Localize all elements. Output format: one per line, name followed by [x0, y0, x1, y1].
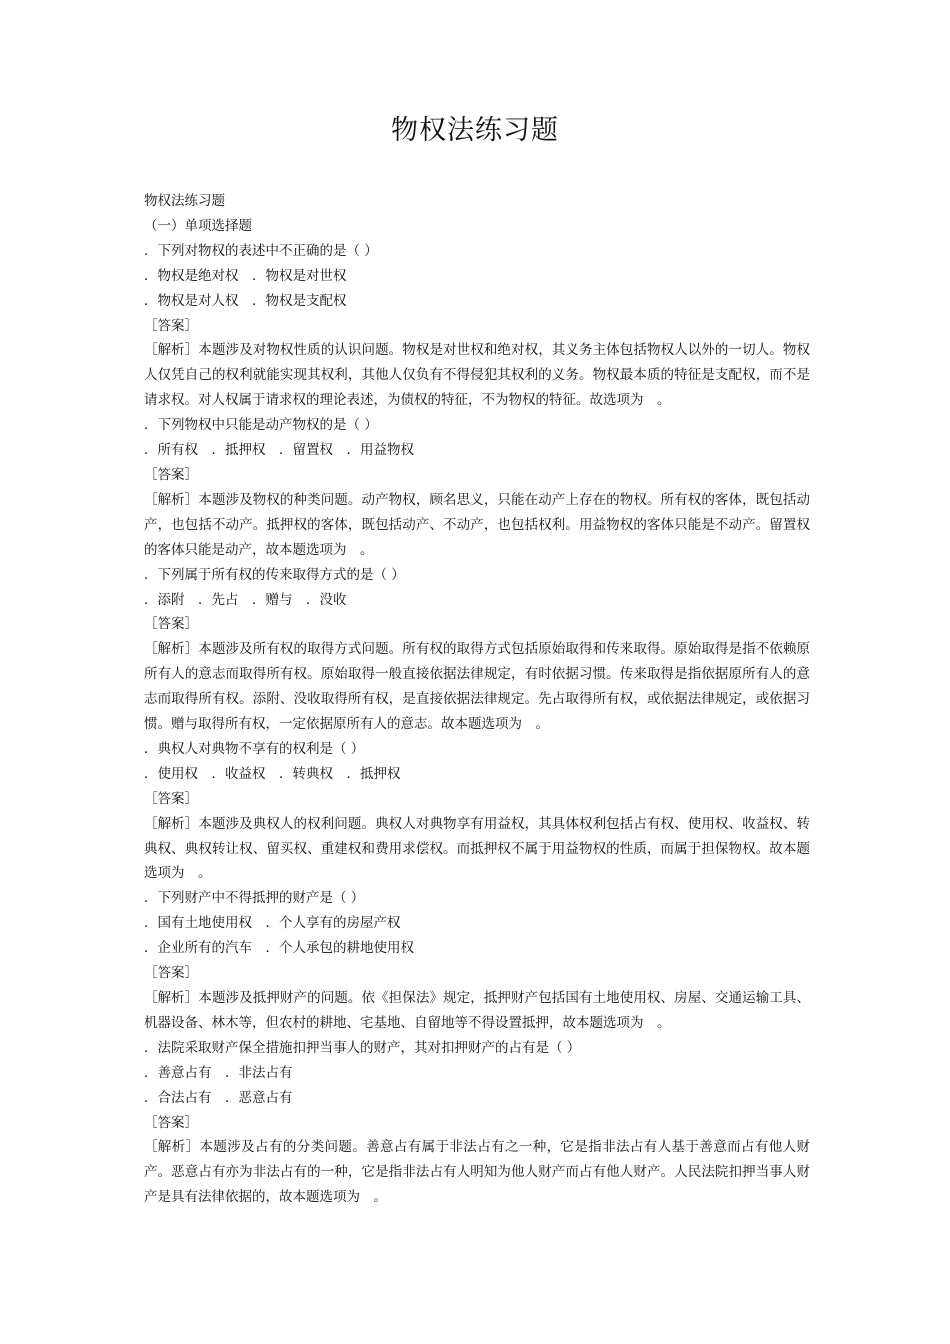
question-stem: ．下列对物权的表述中不正确的是（ ）	[144, 242, 378, 259]
answer-options: ．国有土地使用权 ．个人享有的房屋产权	[144, 915, 401, 932]
section-heading: （一）单项选择题	[144, 217, 252, 234]
explanation-paragraph: ［解析］本题涉及物权的种类问题。动产物权，顾名思义，只能在动产上存在的物权。所有权的客体，既包括动产，也包括不动产。抵押权的客体，既包括动产、不动产，也包括权利。用益物权的客体只能是不动产。留置权的客体只能是动产，故本题选项为 。	[144, 491, 810, 558]
answer-options: ．善意占有 ．非法占有	[144, 1064, 293, 1081]
explanation-paragraph: ［解析］本题涉及占有的分类问题。善意占有属于非法占有之一种，它是指非法占有人基于善意而占有他人财产。恶意占有亦为非法占有的一种，它是指非法占有人明知为他人财产而占有他人财产。人民法院扣押当事人财产是具有法律依据的，故本题选项为 。	[144, 1139, 810, 1206]
answer-options: ．物权是绝对权 ．物权是对世权	[144, 267, 347, 284]
answer-label: ［答案］	[144, 1114, 198, 1131]
answer-label: ［答案］	[144, 466, 198, 483]
question-stem: ．典权人对典物不享有的权利是（ ）	[144, 740, 365, 757]
answer-options: ．合法占有 ．恶意占有	[144, 1089, 293, 1106]
answer-label: ［答案］	[144, 616, 198, 633]
explanation-paragraph: ［解析］本题涉及抵押财产的问题。依《担保法》规定，抵押财产包括国有土地使用权、房屋、交通运输工具、机器设备、林木等，但农村的耕地、宅基地、自留地等不得设置抵押，故本题选项为 。	[144, 990, 810, 1031]
answer-label: ［答案］	[144, 790, 198, 807]
question-stem: ．下列属于所有权的传来取得方式的是（ ）	[144, 566, 405, 583]
question-stem: ．下列物权中只能是动产物权的是（ ）	[144, 417, 378, 434]
question-stem: ．法院采取财产保全措施扣押当事人的财产，其对扣押财产的占有是（ ）	[144, 1039, 581, 1056]
answer-options: ．使用权 ．收益权 ．转典权 ．抵押权	[144, 765, 401, 782]
section-heading: 物权法练习题	[144, 193, 225, 209]
answer-options: ．企业所有的汽车 ．个人承包的耕地使用权	[144, 940, 414, 957]
explanation-paragraph: ［解析］本题涉及对物权性质的认识问题。物权是对世权和绝对权，其义务主体包括物权人以外的一切人。物权人仅凭自己的权利就能实现其权利，其他人仅负有不得侵犯其权利的义务。物权最本质的特征是支配权，而不是请求权。对人权属于请求权的理论表述，为债权的特征，不为物权的特征。故选项为 。	[144, 342, 810, 409]
answer-label: ［答案］	[144, 317, 198, 334]
answer-options: ．物权是对人权 ．物权是支配权	[144, 292, 347, 309]
document-body	[144, 189, 810, 1210]
answer-options: ．所有权 ．抵押权 ．留置权 ．用益物权	[144, 442, 414, 459]
answer-label: ［答案］	[144, 965, 198, 982]
explanation-paragraph: ［解析］本题涉及典权人的权利问题。典权人对典物享有用益权，其具体权利包括占有权、使用权、收益权、转典权、典权转让权、留买权、重建权和费用求偿权。而抵押权不属于用益物权的性质，而属于担保物权。故本题选项为 。	[144, 815, 810, 882]
document-title: 物权法练习题	[391, 115, 559, 146]
answer-options: ．添附 ．先占 ．赠与 ．没收	[144, 591, 347, 608]
explanation-paragraph: ［解析］本题涉及所有权的取得方式问题。所有权的取得方式包括原始取得和传来取得。原始取得是指不依赖原所有人的意志而取得所有权。原始取得一般直接依据法律规定，有时依据习惯。传来取得是指依据原所有人的意志而取得所有权。添附、没收取得所有权，是直接依据法律规定。先占取得所有权，或依据法律规定，或依据习惯。赠与取得所有权，一定依据原所有人的意志。故本题选项为 。	[144, 641, 810, 733]
question-stem: ．下列财产中不得抵押的财产是（ ）	[144, 890, 365, 907]
